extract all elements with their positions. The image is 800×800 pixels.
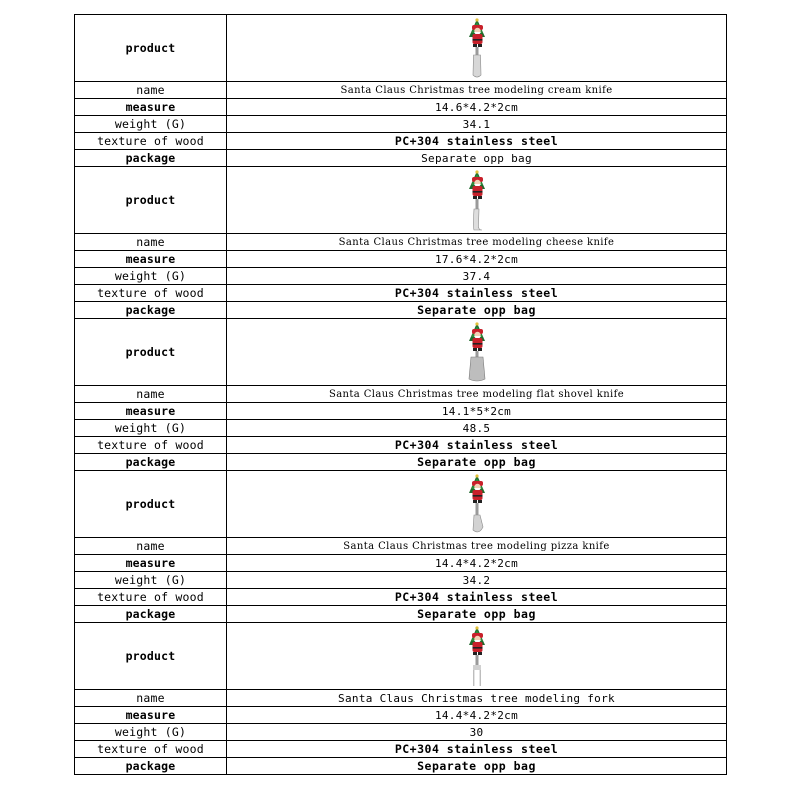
measure-row: [75, 555, 727, 572]
package-label: package: [75, 454, 227, 471]
product-row: [75, 15, 727, 82]
weight-row: [75, 724, 727, 741]
weight-label: weight (G): [75, 724, 227, 741]
package-row: [75, 302, 727, 319]
product-spec-table: [74, 14, 727, 775]
name-label: name: [75, 538, 227, 555]
package-row: [75, 758, 727, 775]
weight-value: 34.1: [227, 116, 727, 133]
weight-row: [75, 420, 727, 437]
package-label: package: [75, 302, 227, 319]
measure-row: [75, 99, 727, 116]
measure-label: measure: [75, 555, 227, 572]
package-row: [75, 454, 727, 471]
name-value: Santa Claus Christmas tree modeling pizza knife: [227, 538, 727, 555]
weight-value: 37.4: [227, 268, 727, 285]
package-label: package: [75, 758, 227, 775]
measure-value: 14.4*4.2*2cm: [227, 555, 727, 572]
weight-row: [75, 268, 727, 285]
product-image-cell: [227, 471, 727, 538]
name-label: name: [75, 690, 227, 707]
product-row: [75, 623, 727, 690]
weight-label: weight (G): [75, 572, 227, 589]
santa-fork-image: [462, 625, 492, 687]
name-row: [75, 82, 727, 99]
product-label: product: [75, 167, 227, 234]
texture-value: PC+304 stainless steel: [227, 285, 727, 302]
texture-row: [75, 589, 727, 606]
package-value: Separate opp bag: [227, 150, 727, 167]
package-value: Separate opp bag: [227, 758, 727, 775]
measure-row: [75, 707, 727, 724]
product-label: product: [75, 319, 227, 386]
package-value: Separate opp bag: [227, 606, 727, 623]
measure-label: measure: [75, 403, 227, 420]
measure-row: [75, 403, 727, 420]
product-image-cell: [227, 167, 727, 234]
texture-label: texture of wood: [75, 741, 227, 758]
texture-row: [75, 285, 727, 302]
measure-value: 17.6*4.2*2cm: [227, 251, 727, 268]
name-value: Santa Claus Christmas tree modeling fork: [227, 690, 727, 707]
product-image-cell: [227, 319, 727, 386]
santa-shovel-knife-image: [462, 321, 492, 383]
package-row: [75, 606, 727, 623]
measure-row: [75, 251, 727, 268]
measure-label: measure: [75, 99, 227, 116]
texture-row: [75, 741, 727, 758]
package-row: [75, 150, 727, 167]
texture-value: PC+304 stainless steel: [227, 741, 727, 758]
product-label: product: [75, 471, 227, 538]
name-value: Santa Claus Christmas tree modeling cream knife: [227, 82, 727, 99]
product-row: [75, 471, 727, 538]
name-row: [75, 538, 727, 555]
texture-label: texture of wood: [75, 589, 227, 606]
name-row: [75, 386, 727, 403]
product-label: product: [75, 15, 227, 82]
measure-value: 14.4*4.2*2cm: [227, 707, 727, 724]
name-label: name: [75, 234, 227, 251]
texture-row: [75, 437, 727, 454]
weight-row: [75, 572, 727, 589]
package-label: package: [75, 606, 227, 623]
product-spec-sheet: [74, 14, 726, 775]
product-row: [75, 167, 727, 234]
measure-label: measure: [75, 251, 227, 268]
product-label: product: [75, 623, 227, 690]
name-value: Santa Claus Christmas tree modeling flat shovel knife: [227, 386, 727, 403]
product-row: [75, 319, 727, 386]
santa-cream-knife-image: [462, 17, 492, 79]
texture-value: PC+304 stainless steel: [227, 133, 727, 150]
santa-cheese-knife-image: [462, 169, 492, 231]
measure-label: measure: [75, 707, 227, 724]
name-label: name: [75, 386, 227, 403]
name-row: [75, 234, 727, 251]
texture-row: [75, 133, 727, 150]
name-value: Santa Claus Christmas tree modeling cheese knife: [227, 234, 727, 251]
name-label: name: [75, 82, 227, 99]
measure-value: 14.6*4.2*2cm: [227, 99, 727, 116]
texture-label: texture of wood: [75, 437, 227, 454]
weight-label: weight (G): [75, 420, 227, 437]
weight-label: weight (G): [75, 116, 227, 133]
texture-value: PC+304 stainless steel: [227, 589, 727, 606]
weight-row: [75, 116, 727, 133]
package-value: Separate opp bag: [227, 454, 727, 471]
weight-label: weight (G): [75, 268, 227, 285]
weight-value: 30: [227, 724, 727, 741]
texture-label: texture of wood: [75, 133, 227, 150]
measure-value: 14.1*5*2cm: [227, 403, 727, 420]
weight-value: 48.5: [227, 420, 727, 437]
name-row: [75, 690, 727, 707]
product-image-cell: [227, 623, 727, 690]
texture-value: PC+304 stainless steel: [227, 437, 727, 454]
texture-label: texture of wood: [75, 285, 227, 302]
package-value: Separate opp bag: [227, 302, 727, 319]
santa-pizza-knife-image: [462, 473, 492, 535]
package-label: package: [75, 150, 227, 167]
product-image-cell: [227, 15, 727, 82]
weight-value: 34.2: [227, 572, 727, 589]
